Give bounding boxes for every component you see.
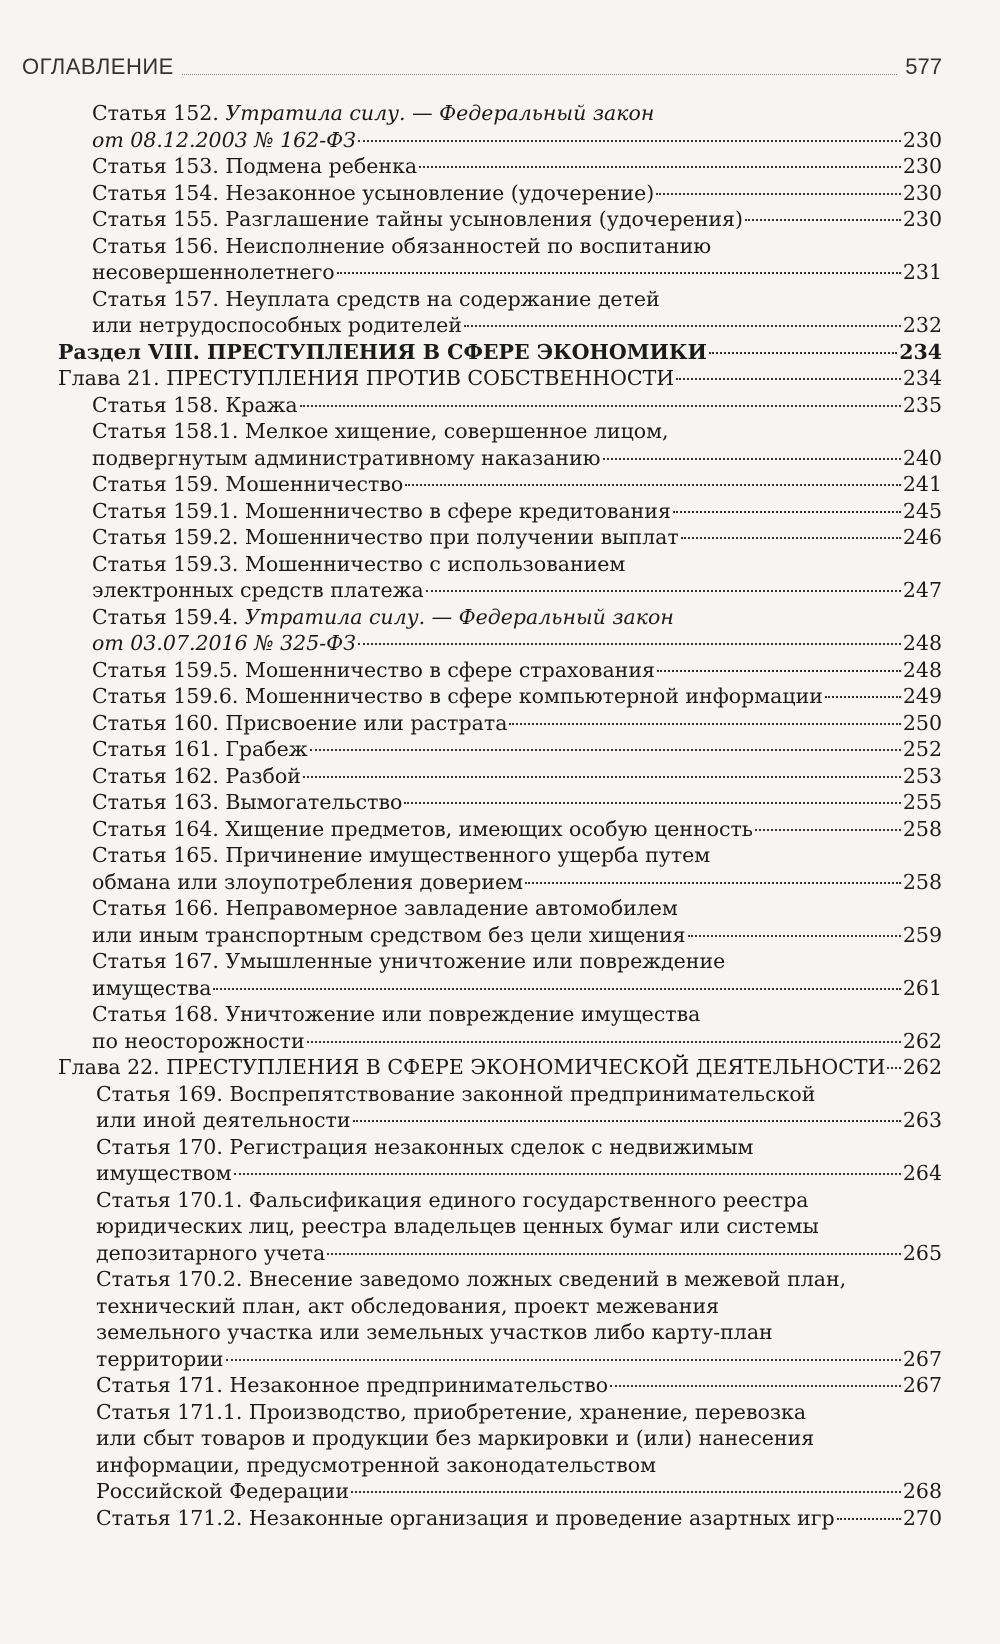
leader-dots xyxy=(300,405,901,407)
toc-text xyxy=(92,1028,305,1055)
toc-text-segment: Статья 171.2. Незаконные организация и проведение азартных игр xyxy=(96,1505,835,1530)
toc-article[interactable] xyxy=(96,1187,942,1267)
toc-page-number: 262 xyxy=(902,1055,942,1079)
toc-text xyxy=(92,577,424,604)
toc-text-segment: Раздел VIII. ПРЕСТУПЛЕНИЯ В СФЕРЕ ЭКОНОМИКИ xyxy=(58,339,707,364)
toc-text xyxy=(92,524,679,551)
toc-article[interactable] xyxy=(92,286,942,339)
toc-article[interactable] xyxy=(92,789,942,816)
toc-text xyxy=(92,445,601,472)
leader-dots xyxy=(887,1067,900,1069)
toc-article[interactable] xyxy=(92,392,942,419)
toc-text-segment: Статья 158.1. Мелкое хищение, совершенное лицом, xyxy=(92,419,669,443)
toc-article[interactable] xyxy=(92,657,942,684)
toc-line xyxy=(96,1081,942,1108)
toc-page-number: 230 xyxy=(902,154,942,178)
toc-text xyxy=(92,736,308,763)
toc-article[interactable] xyxy=(96,1372,942,1399)
toc-line-last xyxy=(58,339,942,366)
toc-chapter[interactable] xyxy=(58,1054,942,1081)
toc-text-segment: имуществом xyxy=(96,1161,232,1185)
toc-article[interactable] xyxy=(96,1505,942,1532)
toc-page-number: 252 xyxy=(902,737,942,761)
leader-dots xyxy=(837,1518,901,1520)
toc-line-last xyxy=(96,1107,942,1134)
toc-line xyxy=(92,100,942,127)
toc-text-segment: Статья 154. Незаконное усыновление (удочерение) xyxy=(92,180,655,205)
toc-page-number: 267 xyxy=(902,1373,942,1397)
header-page-number: 577 xyxy=(905,54,942,79)
toc-text xyxy=(96,1107,351,1134)
toc-line xyxy=(92,286,942,313)
leader-dots xyxy=(676,378,901,380)
toc-text-segment: от 03.07.2016 № 325-ФЗ xyxy=(92,631,356,655)
toc-line xyxy=(96,1425,942,1452)
toc-text-segment: Статья 159.3. Мошенничество с использованием xyxy=(92,551,626,576)
toc-chapter[interactable] xyxy=(58,365,942,392)
toc-text-segment: Статья 166. Неправомерное завладение автомобилем xyxy=(92,896,678,920)
toc-text-segment: Статья 164. Хищение предметов, имеющих особую ценность xyxy=(92,816,753,841)
toc-line-last xyxy=(92,630,942,657)
toc-page-number: 263 xyxy=(902,1108,942,1132)
leader-dots xyxy=(464,325,901,327)
toc-page-number: 255 xyxy=(902,790,942,814)
toc-line-last xyxy=(92,524,942,551)
leader-dots xyxy=(337,272,901,274)
toc-article[interactable] xyxy=(92,206,942,233)
toc-text-segment: от 08.12.2003 № 162-ФЗ xyxy=(92,127,356,152)
toc-article[interactable] xyxy=(92,842,942,895)
toc-page-number: 249 xyxy=(902,684,942,708)
toc-text xyxy=(96,1082,815,1106)
toc-text-segment: технический план, акт обследования, проект межевания xyxy=(96,1293,720,1318)
leader-dots xyxy=(303,776,901,778)
leader-dots xyxy=(755,829,901,831)
toc-text xyxy=(96,1294,719,1318)
toc-line-last xyxy=(92,392,942,419)
toc-text xyxy=(96,1505,835,1532)
toc-line-last xyxy=(92,153,942,180)
toc-text-segment: Статья 159.4. xyxy=(92,604,245,629)
toc-line-last xyxy=(92,498,942,525)
toc-line-last xyxy=(92,869,942,896)
toc-text xyxy=(92,153,417,180)
leader-dots xyxy=(405,484,901,486)
toc-text xyxy=(92,127,356,154)
leader-dots xyxy=(657,670,901,672)
toc-page-number: 232 xyxy=(902,313,942,337)
toc-text xyxy=(96,1214,819,1238)
toc-text xyxy=(96,1346,224,1373)
toc-text-segment: Статья 170.2. Внесение заведомо ложных сведений в межевой план, xyxy=(96,1267,847,1291)
toc-article[interactable] xyxy=(92,551,942,604)
toc-page-number: 267 xyxy=(902,1346,942,1371)
toc-article[interactable] xyxy=(92,471,942,498)
toc-page-number: 230 xyxy=(902,127,942,152)
toc-text-segment: Статья 171.1. Производство, приобретение, хранение, перевозка xyxy=(96,1399,807,1424)
toc-text xyxy=(92,206,743,233)
toc-text xyxy=(92,234,711,258)
leader-dots xyxy=(656,193,901,195)
toc-line-last xyxy=(92,736,942,763)
toc-text-segment: юридических лиц, реестра владельцев ценных бумаг или системы xyxy=(96,1214,819,1238)
toc-line-last xyxy=(96,1240,942,1267)
toc-text xyxy=(92,471,403,498)
leader-dots xyxy=(358,643,901,645)
toc-text xyxy=(96,1453,656,1477)
toc-line-last xyxy=(92,816,942,843)
toc-page-number: 240 xyxy=(902,445,942,470)
toc-line-last xyxy=(96,1478,942,1505)
toc-line-last xyxy=(92,922,942,949)
toc-text-segment: Статья 171. Незаконное предпринимательство xyxy=(96,1373,609,1397)
toc-line-last xyxy=(92,789,942,816)
toc-line xyxy=(96,1293,942,1320)
toc-line xyxy=(96,1266,942,1293)
toc-article[interactable] xyxy=(92,498,942,525)
leader-dots xyxy=(525,882,901,884)
toc-text xyxy=(92,498,671,525)
toc-line-last xyxy=(96,1505,942,1532)
toc-text-segment: Статья 159. Мошенничество xyxy=(92,472,404,496)
leader-dots xyxy=(419,166,901,168)
toc-page-number: 250 xyxy=(902,710,942,735)
table-of-contents xyxy=(0,100,1000,1531)
toc-text xyxy=(92,922,686,949)
toc-text-segment: по неосторожности xyxy=(92,1028,305,1053)
toc-article[interactable] xyxy=(92,895,942,948)
leader-dots xyxy=(610,1385,901,1387)
toc-line-last xyxy=(92,763,942,790)
toc-page-number: 230 xyxy=(902,207,942,231)
toc-text-segment: Статья 158. Кража xyxy=(92,392,298,417)
toc-text xyxy=(92,419,669,443)
toc-text xyxy=(92,763,301,790)
toc-text-segment: имущества xyxy=(92,975,212,1000)
leader-dots xyxy=(358,140,901,142)
toc-line-last xyxy=(92,127,942,154)
toc-text-segment: депозитарного учета xyxy=(96,1240,326,1265)
toc-text-segment: Статья 159.1. Мошенничество в сфере кредитования xyxy=(92,498,671,523)
toc-line xyxy=(92,233,942,260)
toc-article[interactable] xyxy=(92,180,942,207)
toc-text-segment: Статья 163. Вымогательство xyxy=(92,790,403,814)
toc-text xyxy=(96,1320,773,1344)
toc-line xyxy=(92,551,942,578)
toc-text xyxy=(92,869,523,896)
toc-text-segment: Статья 160. Присвоение или растрата xyxy=(92,710,508,735)
toc-text-segment: Статья 168. Уничтожение или повреждение имущества xyxy=(92,1002,701,1026)
toc-text xyxy=(92,180,654,207)
toc-text-segment: или нетрудоспособных родителей xyxy=(92,313,462,337)
toc-article[interactable] xyxy=(92,153,942,180)
toc-text xyxy=(96,1372,608,1399)
toc-text-segment: Статья 155. Разглашение тайны усыновления (удочерения) xyxy=(92,207,743,231)
toc-line-last xyxy=(92,683,942,710)
toc-article[interactable] xyxy=(92,233,942,286)
toc-page-number: 258 xyxy=(902,816,942,841)
leader-dots xyxy=(681,537,901,539)
toc-text xyxy=(92,287,660,311)
toc-text-segment: электронных средств платежа xyxy=(92,578,424,602)
toc-line xyxy=(96,1319,942,1346)
toc-text xyxy=(58,339,707,366)
toc-text xyxy=(92,816,753,843)
toc-page-number: 270 xyxy=(902,1505,942,1530)
toc-text-segment: или сбыт товаров и продукции без маркировки и (или) нанесения xyxy=(96,1426,815,1450)
toc-line xyxy=(92,948,942,975)
toc-page-number: 246 xyxy=(902,525,942,549)
toc-page-number: 265 xyxy=(902,1240,942,1265)
header-title: ОГЛАВЛЕНИЕ xyxy=(22,54,174,79)
toc-page-number: 248 xyxy=(902,657,942,682)
toc-article[interactable] xyxy=(92,418,942,471)
toc-text xyxy=(92,683,823,710)
toc-line-last xyxy=(58,365,942,392)
toc-article[interactable] xyxy=(92,763,942,790)
toc-text-segment: Статья 152. xyxy=(92,101,226,125)
leader-dots xyxy=(426,590,901,592)
toc-line-last xyxy=(96,1372,942,1399)
leader-dots xyxy=(226,1359,901,1361)
leader-dots xyxy=(745,219,901,221)
leader-dots xyxy=(603,458,901,460)
toc-text-segment: подвергнутым административному наказанию xyxy=(92,445,601,470)
toc-page-number: 262 xyxy=(902,1028,942,1053)
toc-line xyxy=(96,1213,942,1240)
toc-text xyxy=(92,552,625,576)
toc-text-segment: Статья 167. Умышленные уничтожение или повреждение xyxy=(92,949,726,973)
toc-text xyxy=(92,630,356,657)
toc-text-segment: Глава 22. ПРЕСТУПЛЕНИЯ В СФЕРЕ ЭКОНОМИЧЕСКОЙ ДЕЯТЕЛЬНОСТИ xyxy=(58,1055,886,1079)
toc-line xyxy=(92,418,942,445)
toc-article[interactable] xyxy=(92,1001,942,1054)
toc-text-segment: или иным транспортным средством без цели хищения xyxy=(92,922,686,947)
toc-page-number: 261 xyxy=(902,975,942,1000)
toc-text-segment: Статья 157. Неуплата средств на содержание детей xyxy=(92,286,660,311)
toc-text xyxy=(96,1240,325,1267)
toc-text-segment: Российской Федерации xyxy=(96,1479,349,1503)
toc-line-last xyxy=(92,471,942,498)
leader-dots xyxy=(310,749,901,751)
toc-article[interactable] xyxy=(92,683,942,710)
toc-line-last xyxy=(96,1160,942,1187)
toc-article[interactable] xyxy=(92,710,942,737)
toc-article[interactable] xyxy=(92,948,942,1001)
toc-page-number: 231 xyxy=(902,260,942,284)
toc-text xyxy=(96,1478,349,1505)
toc-page-number: 241 xyxy=(902,472,942,496)
toc-text xyxy=(92,1002,700,1026)
toc-text-segment: информации, предусмотренной законодательством xyxy=(96,1452,657,1477)
toc-text-segment: Статья 159.2. Мошенничество при получении выплат xyxy=(92,525,679,549)
toc-text-segment: обмана или злоупотребления доверием xyxy=(92,869,524,894)
leader-dots xyxy=(353,1120,901,1122)
toc-line xyxy=(96,1452,942,1479)
leader-dots xyxy=(234,1173,901,1175)
toc-line-last xyxy=(92,445,942,472)
toc-text-segment: Статья 170. Регистрация незаконных сделок с недвижимым xyxy=(96,1134,754,1159)
toc-page-number: 245 xyxy=(902,498,942,523)
toc-line xyxy=(92,895,942,922)
toc-line-last xyxy=(58,1054,942,1081)
toc-page-number: 234 xyxy=(902,366,942,390)
toc-line xyxy=(96,1134,942,1161)
toc-line-last xyxy=(92,180,942,207)
leader-dots xyxy=(404,802,901,804)
toc-text-segment: Статья 170.1. Фальсификация единого государственного реестра xyxy=(96,1187,809,1212)
toc-article[interactable] xyxy=(92,736,942,763)
toc-text xyxy=(92,843,710,867)
toc-text xyxy=(92,392,298,419)
leader-dots xyxy=(688,935,901,937)
toc-text xyxy=(92,605,674,629)
toc-text-segment: Статья 153. Подмена ребенка xyxy=(92,154,418,178)
toc-line-last xyxy=(92,577,942,604)
toc-line xyxy=(92,1001,942,1028)
leader-dots xyxy=(509,723,900,725)
toc-text xyxy=(92,975,211,1002)
toc-line-last xyxy=(92,710,942,737)
toc-page-number: 234 xyxy=(899,339,942,364)
toc-text-segment: Утратила силу. — Федеральный закон xyxy=(225,101,655,125)
toc-line-last xyxy=(92,206,942,233)
toc-text xyxy=(92,710,507,737)
toc-text xyxy=(92,896,678,920)
toc-text-segment: Статья 165. Причинение имущественного ущерба путем xyxy=(92,843,711,867)
toc-page-number: 259 xyxy=(902,922,942,947)
toc-text-segment: территории xyxy=(96,1346,224,1371)
toc-article[interactable] xyxy=(92,604,942,657)
leader-dots xyxy=(825,696,901,698)
toc-text-segment: или иной деятельности xyxy=(96,1108,351,1132)
leader-dots xyxy=(673,511,901,513)
toc-text xyxy=(92,101,654,125)
toc-line-last xyxy=(92,657,942,684)
toc-line xyxy=(92,842,942,869)
toc-text xyxy=(96,1400,806,1424)
toc-line-last xyxy=(92,975,942,1002)
toc-article[interactable] xyxy=(96,1266,942,1372)
toc-text xyxy=(92,312,462,339)
toc-line-last xyxy=(92,312,942,339)
toc-text xyxy=(96,1160,232,1187)
toc-page-number: 258 xyxy=(902,869,942,894)
toc-page-number: 253 xyxy=(902,763,942,788)
toc-text xyxy=(96,1188,808,1212)
toc-text xyxy=(96,1426,814,1450)
toc-article[interactable] xyxy=(96,1081,942,1134)
toc-line-last xyxy=(92,259,942,286)
toc-page-number: 264 xyxy=(902,1161,942,1185)
toc-line xyxy=(96,1399,942,1426)
leader-dots xyxy=(709,352,897,354)
toc-line xyxy=(92,604,942,631)
toc-line-last xyxy=(96,1346,942,1373)
toc-text-segment: Статья 161. Грабеж xyxy=(92,737,308,761)
toc-page-number: 235 xyxy=(902,392,942,417)
toc-article[interactable] xyxy=(92,524,942,551)
toc-text-segment: Статья 159.6. Мошенничество в сфере компьютерной информации xyxy=(92,684,823,708)
leader-dots xyxy=(351,1491,901,1493)
header-rule xyxy=(182,74,897,75)
toc-article[interactable] xyxy=(96,1399,942,1505)
leader-dots xyxy=(327,1253,901,1255)
toc-text-segment: Статья 169. Воспрепятствование законной предпринимательской xyxy=(96,1081,816,1106)
toc-text xyxy=(92,949,725,973)
toc-page-number: 230 xyxy=(902,180,942,205)
toc-text xyxy=(92,789,402,816)
toc-text xyxy=(58,1054,885,1081)
toc-line-last xyxy=(92,1028,942,1055)
leader-dots xyxy=(307,1041,901,1043)
toc-text xyxy=(58,365,674,392)
toc-text-segment: Статья 162. Разбой xyxy=(92,763,301,788)
toc-text-segment: Статья 159.5. Мошенничество в сфере страхования xyxy=(92,657,655,682)
toc-line xyxy=(96,1187,942,1214)
toc-article[interactable] xyxy=(92,100,942,153)
toc-article[interactable] xyxy=(92,816,942,843)
toc-text-segment: несовершеннолетнего xyxy=(92,260,335,284)
page-header xyxy=(22,48,942,80)
toc-text xyxy=(96,1135,754,1159)
toc-text xyxy=(92,657,655,684)
toc-text-segment: Глава 21. ПРЕСТУПЛЕНИЯ ПРОТИВ СОБСТВЕННОСТИ xyxy=(58,366,675,390)
toc-text-segment: Статья 156. Неисполнение обязанностей по воспитанию xyxy=(92,233,712,258)
toc-text-segment: земельного участка или земельных участков либо карту-план xyxy=(96,1320,773,1344)
toc-text xyxy=(92,259,335,286)
toc-text-segment: Утратила силу. — Федеральный закон xyxy=(244,604,674,629)
toc-page-number: 248 xyxy=(902,631,942,655)
toc-section[interactable] xyxy=(58,339,942,366)
toc-page-number: 268 xyxy=(902,1479,942,1503)
toc-page-number: 247 xyxy=(902,578,942,602)
leader-dots xyxy=(213,988,900,990)
toc-article[interactable] xyxy=(96,1134,942,1187)
toc-text xyxy=(96,1267,846,1291)
